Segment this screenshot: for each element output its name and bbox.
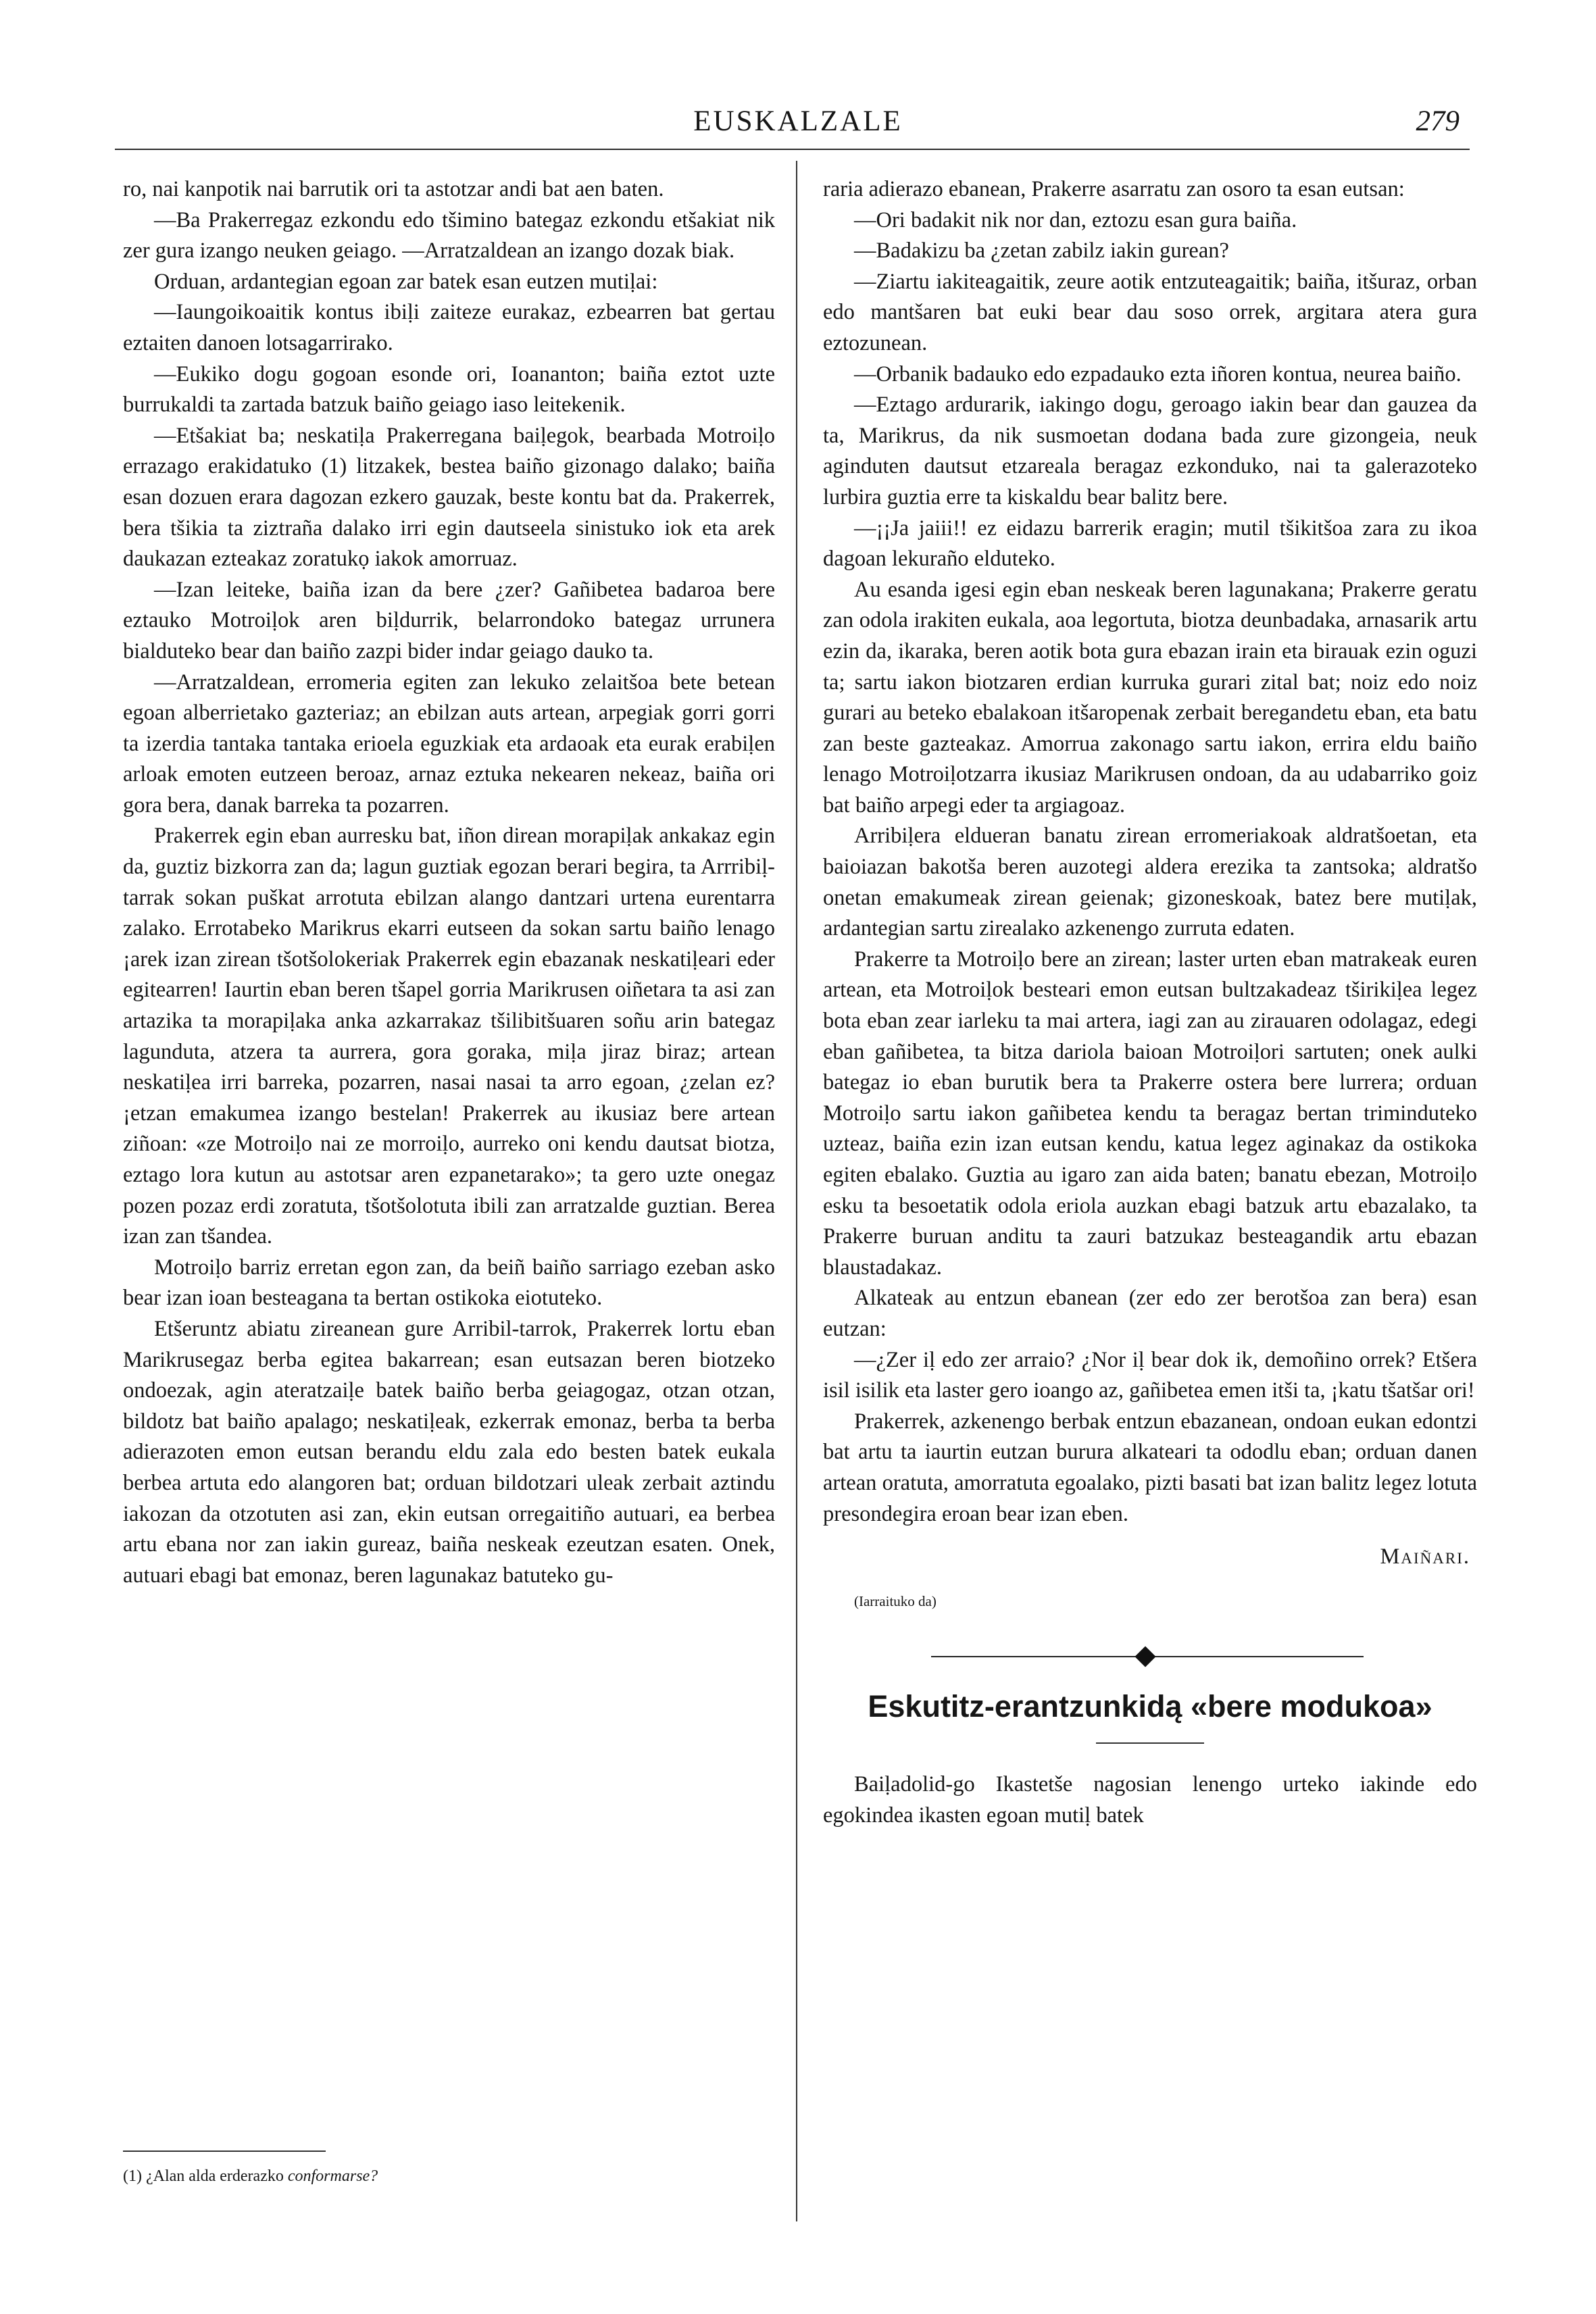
footnote-marker: (1): [123, 2167, 142, 2185]
column-rule: [796, 161, 797, 2221]
paragraph: Alkateak au entzun ebanean (zer edo zer berotšoa zan bera) esan eutzan:: [823, 1286, 1477, 1341]
paragraph: Baiḷadolid-go Ikastetše nagosian lenengo urteko iakinde edo egokindea ikasten egoan mutiḷ batek: [823, 1771, 1477, 1828]
paragraph: Motroiḷo barriz erretan egon zan, da beiñ baiño sarriago ezeban asko bear izan ioan besteagana ta bertan ostikoka eiotuteko.: [123, 1255, 775, 1311]
continuation-note: (Iarraituko da): [854, 1592, 937, 1609]
paragraph: Au esanda igesi egin eban neskeak beren lagunakana; Prakerre geratu zan odola irakiten eukala, aoa legortuta, biotza deunbadaka, arnasarik artu ezin da, ikaraka, beren aotik bota gura ebazan irain eta birauak ezin oguzi ta; sartu iakon biotzaren erdian kurruka gurari zital bat; noiz edo noiz gurari au beteko ebalakoan itšaropenak zerbait beregandetu eban, eta batu zan beste gazteakaz. Amorrua zakonago sartu iakon, errira eldu baiño lenago Motroiḷotzarra ikusiaz Marikrusen ondoan, da au udabarriko goiz bat baiño arpegi eder ta argiagoaz.: [823, 577, 1477, 818]
paragraph: Etšeruntz abiatu zireanean gure Arribil-tarrok, Prakerrek lortu eban Marikrusegaz berba egitea bakarrean; esan eutsazan beren biotzeko ondoezak, agin ateratzaiḷe batek baiño berba geiagogaz, otzan otzan, bildotz bat baiño apalago; neskatiḷeak, ezkerrak emonaz, berba ta berba adierazoten emon eutsan berandu eldu zala edo besten batek eukala berbea artuta edo alangoren bat; orduan bildotzari uleak zerbait aztindu iakozan da otzotuten asi zan, ekin eutsan orregaitiño autuari, ea berbea artu ebana nor zan iakin gureaz, baiña neskeak ezeutzan esaten. Onek, autuari ebagi bat emonaz, beren lagunakaz batuteko gu-: [123, 1316, 775, 1588]
right-column: [823, 174, 1477, 1831]
paragraph: —Etšakiat ba; neskatiḷa Prakerregana baiḷegok, bearbada Motroiḷo errazago erakidatuko (1) litzakek, bestea baiño gizonago dalako; baiña esan dozuen erara dagozan ezkero gauzak, beste kontu bat da. Prakerrek, bera tšikia ta ziztraña dalako irri egin dautseela sinistuko iok eta arek daukazan ezteakaz zoratukọ iakok amorruaz.: [123, 423, 775, 572]
paragraph: Prakerre ta Motroiḷo bere an zirean; laster urten eban matrakeak euren artean, eta Motroiḷok besteari emon eutsan bultzakadeaz tširikiḷea legez bota eban zear iarleku ta mai artera, iagi zan au zirauaren odolagaz, edegi eban gañibetea, ta bitza dariola baioan Motroiḷori sartuten; onek aulki bategaz io eban burutik bera ta Prakerre ostera bere lurrera; orduan Motroiḷo sartu iakon gañibetea kendu ta beragaz bertan triminduteko uzteaz, baiña ezin izan eutsan kendu, katua legez aginakaz da ostikoka egiten ebalako. Guztia au igaro zan aida baten; banatu ebezan, Motroiḷo esku ta besoetatik odola eriola auzkan ebagi batzuk artu ebazalako, ta Prakerre buruan anditu ta zauri batzukaz besteagandik artu ebazan blaustadakaz.: [823, 947, 1477, 1280]
paragraph: —¿Zer iḷ edo zer arraio? ¿Nor iḷ bear dok ik, demoñino orrek? Etšera isil isilik eta laster gero ioango az, gañibetea emen itši ta, ¡katu tšatšar ori!: [823, 1347, 1477, 1403]
diamond-icon: [1134, 1646, 1155, 1667]
paragraph: —¡¡Ja jaiii!! ez eidazu barrerik eragin; mutil tšikitšoa zara zu ikoa dagoan lekuraño elduteko.: [823, 515, 1477, 572]
section-rule: [1096, 1742, 1204, 1744]
page-number: 279: [1416, 105, 1460, 137]
paragraph: —Badakizu ba ¿zetan zabilz iakin gurean?: [854, 238, 1229, 263]
paragraph: —Izan leiteke, baiña izan da bere ¿zer? Gañibetea badaroa bere eztauko Motroiḷok aren biḷdurrik, belarrondoko bategaz urrunera bialduteko bear dan baiño zazpi bider indar geiago dauko ta.: [123, 577, 775, 663]
paragraph: —Ziartu iakiteagaitik, zeure aotik entzuteagaitik; baiña, itšuraz, orban edo mantšaren bat euki bear dau soso orrek, argitara atera gura eztozunean.: [823, 269, 1477, 355]
paragraph: —Iaungoikoaitik kontus ibiḷi zaiteze eurakaz, ezbearren bat gertau eztaiten danoen lotsagarrirako.: [123, 300, 775, 355]
section-title: Eskutitz-erantzunkidą «bere modukoa»: [868, 1689, 1432, 1724]
paragraph: Orduan, ardantegian egoan zar batek esan eutzen mutiḷai:: [154, 269, 658, 294]
author-signature: Maiñari.: [1380, 1544, 1470, 1569]
footnote-rule: [123, 2150, 326, 2152]
paragraph: —Orbanik badauko edo ezpadauko ezta iñoren kontua, neurea baiño.: [854, 361, 1462, 386]
paragraph: Arribiḷera eldueran banatu zirean erromeriakoak aldratšoetan, eta baioiazan bakotša beren auzotegi aldera erezika ta zantsoka; aldratšo onetan emakumeak zirean geienak; gizoneskoak, batez bere mutiḷak, ardantegian sartu zirealako azkenengo zurruta edaten.: [823, 824, 1477, 941]
running-header-title: EUSKALZALE: [693, 105, 903, 137]
paragraph: ro, nai kanpotik nai barrutik ori ta astotzar andi bat aen baten.: [123, 177, 664, 201]
paragraph: —Eukiko dogu gogoan esonde ori, Ioananton; baiña eztot uzte burrukaldi ta zartada batzuk baiño geiago iaso leitekenik.: [123, 361, 775, 418]
paragraph: raria adierazo ebanean, Prakerre asarratu zan osoro ta esan eutsan:: [823, 177, 1405, 201]
paragraph: —Ori badakit nik nor dan, eztozu esan gura baiña.: [854, 207, 1297, 232]
paragraph: Prakerrek egin eban aurresku bat, iñon direan morapiḷak ankakaz egin da, guztiz bizkorra zan da; lagun guztiak egozan berari begira, ta Arrribiḷ-tarrak sokan puškat arrotuta ebilzan alango dantzari urtena eurentarra zalako. Errotabeko Marikrus ekarri eutseen da sokan sartu baiño lenago ¡arek izan zirean tšotšolokeriak Prakerrek egin ebazanak neskatiḷeari eder egitearren! Iaurtin eban beren tšapel gorria Marikrusen oiñetara ta asi zan artazika ta morapiḷaka anka azkarrakaz tšilibitšuaren soñu arin bategaz lagunduta, atzera ta aurrera, gora goraka, miḷa jiraz biraz; artean neskatiḷea irri barreka, pozarren, nasai nasai ta arro egoan, ¿zelan ez? ¡etzan emakumea izango bestelan! Prakerrek au ikusiaz bere artean ziñoan: «ze Motroiḷo nai ze morroiḷo, aurreko oni kendu dautsat biotza, eztago lora kutun au astotsar aren ezpanetarako»; ta gero uzte onegaz pozen pozaz erdi zoratuta, tšotšolotuta ibili zan arratzalde guztian. Berea izan zan tšandea.: [123, 824, 775, 1249]
left-column: [123, 174, 775, 1591]
paragraph: —Ba Prakerregaz ezkondu edo tšimino bategaz ezkondu etšakiat nik zer gura izango neuken geiago. —Arratzaldean an izango dozak biak.: [123, 207, 775, 263]
header-rule: [115, 149, 1470, 150]
paragraph: —Arratzaldean, erromeria egiten zan lekuko zelaitšoa bete betean egoan alberrietako gazteriaz; an ebilzan auts artean, arpegiak gorri gorri ta izerdia tantaka tantaka erioela eguzkiak eta ardaoak eta eurak erabiḷen arloak emoten eutzeen beroaz, arnaz eztuka nekearen nekeaz, baiña ori gora bera, danak barreka ta pozarren.: [123, 670, 775, 818]
paragraph: —Eztago ardurarik, iakingo dogu, geroago iakin bear dan gauzea da ta, Marikrus, da nik susmoetan dodana bada zure gizongeia, neuk aginduten dautsut etzareala beragaz ezkonduko, nai ta galerazoteko lurbira guztia erre ta kiskaldu bear balitz bere.: [823, 393, 1477, 509]
section-ornament: [823, 1636, 1477, 1676]
paragraph: Prakerrek, azkenengo berbak entzun ebazanean, ondoan eukan edontzi bat artu ta iaurtin eutzan burura alkateari ta ododlu eban; orduan danen artean oratuta, amorratuta egoalako, pizti basati bat izan balitz legez lotuta presondegira eroan bear izan eben.: [823, 1409, 1477, 1526]
footnote: [123, 2167, 378, 2186]
footnote-text: ¿Alan alda erderazko: [145, 2167, 284, 2185]
footnote-italic: conformarse?: [287, 2167, 378, 2185]
